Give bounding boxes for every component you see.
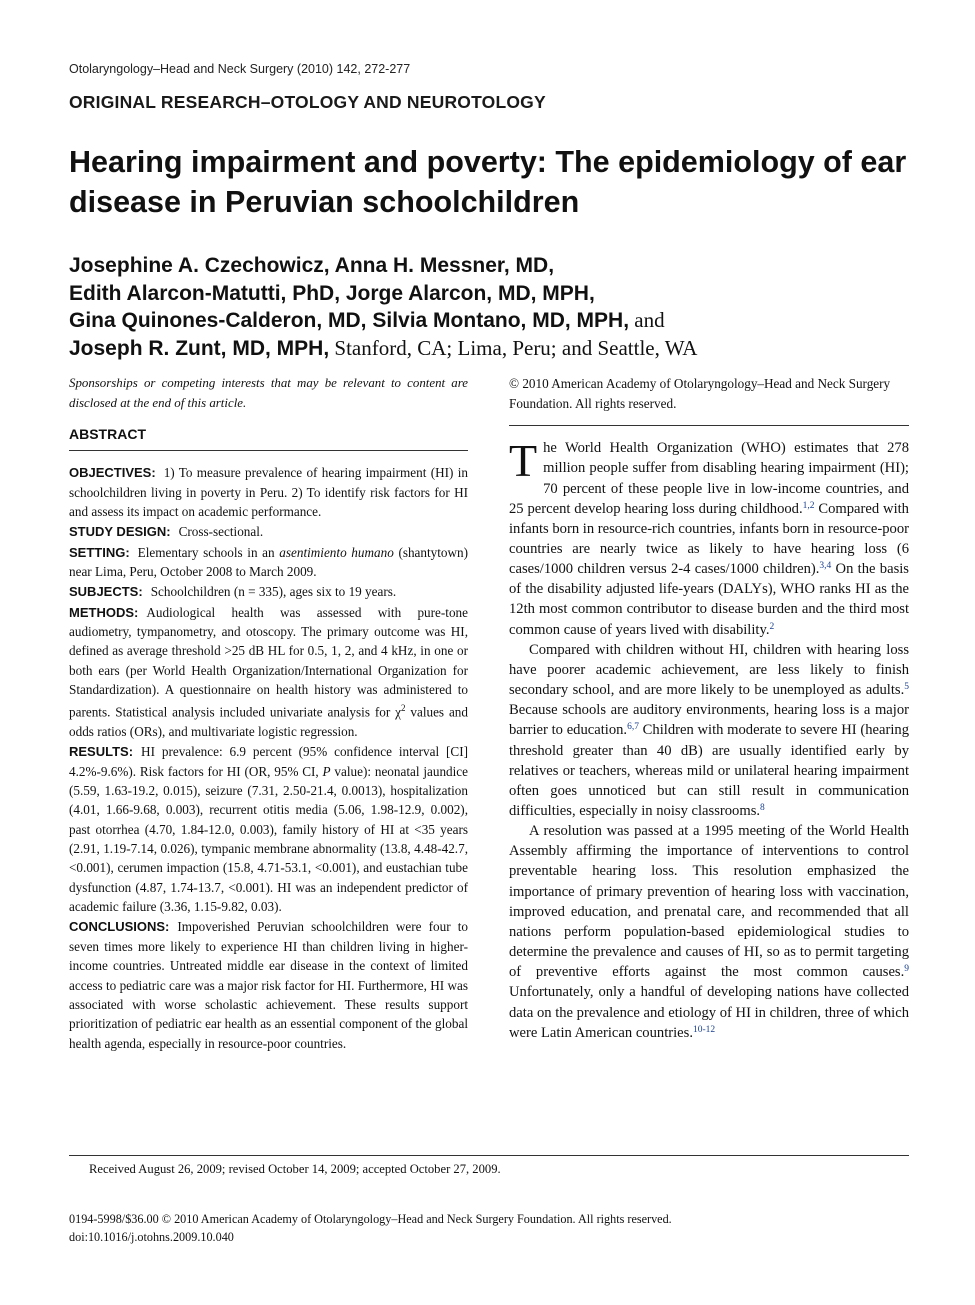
article-title: Hearing impairment and poverty: The epidemiology of ear disease in Peruvian schoolchildren xyxy=(69,145,907,219)
sponsorship-note: Sponsorships or competing interests that may be relevant to content are disclosed at the end of this article. xyxy=(69,376,468,410)
author-line: Josephine A. Czechowicz, Anna H. Messner, MD, xyxy=(69,254,555,277)
abstract-setting: SETTING: Elementary schools in an asentimiento humano (shantytown) near Lima, Peru, October 2008 to March 2009. xyxy=(69,544,469,579)
author-line: Gina Quinones-Calderon, MD, Silvia Montano, MD, MPH, and xyxy=(69,308,665,333)
reference-link[interactable]: 2 xyxy=(769,621,775,632)
abstract-objectives: OBJECTIVES: 1) To measure prevalence of hearing impairment (HI) in schoolchildren living in poverty in Peru. 2) To identify risk factors for HI and assess its impact on academic performance. xyxy=(69,465,468,519)
author-line: Edith Alarcon-Matutti, PhD, Jorge Alarcon, MD, MPH, xyxy=(69,281,595,305)
abstract-study-design: STUDY DESIGN: Cross-sectional. xyxy=(69,524,264,540)
reference-link[interactable]: 5 xyxy=(904,682,909,693)
article-body xyxy=(509,435,909,1043)
author-list xyxy=(69,252,914,362)
reference-link[interactable]: 3,4 xyxy=(819,561,832,572)
abstract-methods: METHODS: Audiological health was assessed with pure-tone audiometry, tympanometry, and otoscopy. The primary outcome was HI, defined as average threshold >25 dB HL for 0.5, 1, 2, and 4 kHz, in one or both ears (per World Health Organization/International Organization for Standardization). A questionnaire on health history was administered to parents. Statistical analysis included univariate analysis for $\chi^2$ values and odds ratios (ORs), and multivariate logistic regression. xyxy=(69,604,468,740)
author-line: Joseph R. Zunt, MD, MPH, Stanford, CA; Lima, Peru; and Seattle, WA xyxy=(69,335,698,360)
reference-link[interactable]: 9 xyxy=(904,964,909,975)
body-paragraph: Compared with children without HI, children with hearing loss have poorer academic achievement, are less likely to finish secondary school, and are more likely to be unemployed as adults.$^5$ Because schools are auditory environments, hearing loss is a major barrier to education.$^{6,7}$ Children with moderate to severe HI (hearing threshold greater than 40 dB) are usually identified early by relatives or teachers, whereas mild or unilateral hearing impairment often goes unnoticed but can still result in communication difficulties, especially in noisy classrooms.$^8$ xyxy=(509,641,909,819)
article-page xyxy=(69,0,909,1305)
doi-line: doi:10.1016/j.otohns.2009.10.040 xyxy=(69,1230,234,1244)
reference-link[interactable]: 8 xyxy=(760,803,765,813)
drop-cap: T xyxy=(509,435,538,487)
abstract-results: RESULTS: HI prevalence: 6.9 percent (95% confidence interval [CI] 4.2%-9.6%). Risk factors for HI (OR, 95% CI, P value): neonatal jaundice (5.59, 1.63-19.2, 0.015), seizure (7.31, 2.50-21.4, 0.0013), hospitalization (4.01, 1.66-9.68, 0.003), recurrent otitis media (5.06, 1.98-12.9, 0.002), past otorrhea (4.70, 1.84-12.0, 0.003), family history of HI at <35 years (2.91, 1.19-7.14, 0.026), tympanic membrane abnormality (13.8, 4.48-42.7, <0.001), cerumen impaction (15.8, 4.71-53.1, <0.001), and eustachian tube dysfunction (4.87, 1.74-13.7, <0.001). HI was an independent predictor of academic failure (3.36, 1.15-9.82, 0.03). xyxy=(69,744,468,915)
body-paragraph: The World Health Organization (WHO) estimates that 278 million people suffer from disabling hearing impairment (HI); 70 percent of these people live in low-income countries, and 25 percent develop hearing loss during childhood.$^{1,2}$ Compared with infants born in resource-rich countries, infants born in resource-poor countries are nearly twice as likely to have hearing loss (6 cases/1000 children versus 2-4 cases/1000 children).$^{3,4}$ On the basis of the disability adjusted life-years (DALYs), WHO ranks HI as the 12th most common contributor to disease burden and the third most common cause of years lived with disability.$^2$ xyxy=(509,435,909,638)
received-dates: Received August 26, 2009; revised October 14, 2009; accepted October 27, 2009. xyxy=(89,1162,501,1176)
reference-link[interactable]: 10-12 xyxy=(692,1024,716,1035)
copyright-notice: © 2010 American Academy of Otolaryngology–Head and Neck Surgery Foundation. All rights reserved. xyxy=(509,374,909,426)
reference-link[interactable]: 1,2 xyxy=(802,500,815,511)
abstract-heading: ABSTRACT xyxy=(69,426,468,451)
abstract-body xyxy=(69,463,468,1053)
footer-divider xyxy=(69,1155,909,1156)
journal-citation: Otolaryngology–Head and Neck Surgery (2010) 142, 272-277 xyxy=(69,62,411,76)
section-heading: ORIGINAL RESEARCH–OTOLOGY AND NEUROTOLOGY xyxy=(69,92,546,112)
reference-link[interactable]: 6,7 xyxy=(627,722,639,733)
left-column xyxy=(69,374,468,1054)
abstract-subjects: SUBJECTS: Schoolchildren (n = 335), ages six to 19 years. xyxy=(69,584,397,600)
issn-line: 0194-5998/$36.00 © 2010 American Academy of Otolaryngology–Head and Neck Surgery Foundation. All rights reserved. xyxy=(69,1212,672,1226)
author-locations: Stanford, CA; Lima, Peru; and Seattle, WA xyxy=(334,335,698,360)
right-column xyxy=(509,374,909,1043)
issn-block xyxy=(69,1210,672,1246)
abstract-conclusions: CONCLUSIONS: Impoverished Peruvian schoolchildren were four to seven times more likely to experience HI than children living in higher-income countries. Untreated middle ear disease in the context of limited access to pediatric care was a major risk factor for HI. Furthermore, HI was associated with worse scholastic achievement. These results support prioritization of pediatric ear health as an essential component of the global health agenda, especially in resource-poor countries. xyxy=(69,919,468,1051)
body-paragraph: A resolution was passed at a 1995 meeting of the World Health Assembly affirming the importance of interventions to control preventable hearing loss. This resolution emphasized the importance of primary prevention of hearing loss with vaccination, improved education, and prenatal care, and recommended that all nations perform population-based epidemiological studies to determine the prevalence and causes of HI, so as to permit targeting of preventive efforts against the most common causes.$^9$ Unfortunately, only a handful of developing nations have collected data on the prevalence and etiology of HI in children, three of which were Latin American countries.$^{10-12}$ xyxy=(509,823,909,1041)
